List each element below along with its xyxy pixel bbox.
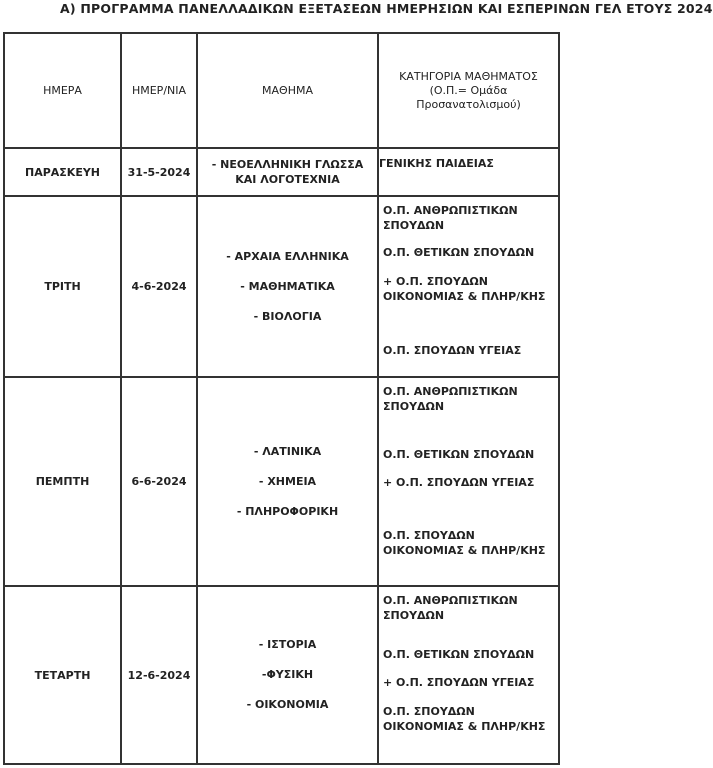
header-category-line3: Προσανατολισμού) bbox=[416, 97, 521, 111]
table-row bbox=[4, 377, 559, 586]
date-cell: 31-5-2024 bbox=[121, 148, 197, 196]
category-item: + Ο.Π. ΣΠΟΥΔΩΝ ΥΓΕΙΑΣ bbox=[383, 676, 535, 689]
subject-item: -ΦΥΣΙΚΗ bbox=[261, 668, 314, 681]
page-title: Α) ΠΡΟΓΡΑΜΜΑ ΠΑΝΕΛΛΑΔΙΚΩΝ ΕΞΕΤΑΣΕΩΝ ΗΜΕΡΗΣΙΩΝ ΚΑΙ ΕΣΠΕΡΙΝΩΝ ΓΕΛ ΕΤΟΥΣ 2024 bbox=[60, 1, 713, 16]
header-subject: ΜΑΘΗΜΑ bbox=[197, 33, 378, 148]
header-category-line1: ΚΑΤΗΓΟΡΙΑ ΜΑΘΗΜΑΤΟΣ bbox=[399, 69, 538, 83]
category-cell bbox=[378, 196, 559, 377]
subject-item: - ΜΑΘΗΜΑΤΙΚΑ bbox=[240, 279, 335, 293]
table-header-row bbox=[4, 33, 559, 148]
subject-item: - ΧΗΜΕΙΑ bbox=[258, 474, 317, 488]
category-item: Ο.Π. ΑΝΘΡΩΠΙΣΤΙΚΩΝ ΣΠΟΥΔΩΝ bbox=[383, 385, 518, 413]
exam-schedule-table bbox=[3, 32, 560, 765]
category-item: Ο.Π. ΘΕΤΙΚΩΝ ΣΠΟΥΔΩΝ bbox=[383, 246, 535, 259]
subject-cell bbox=[197, 586, 378, 764]
subject-cell bbox=[197, 377, 378, 586]
category-item: Ο.Π. ΘΕΤΙΚΩΝ ΣΠΟΥΔΩΝ bbox=[383, 648, 535, 661]
category-item: Ο.Π. ΣΠΟΥΔΩΝ ΟΙΚΟΝΟΜΙΑΣ & ΠΛΗΡ/ΚΗΣ bbox=[383, 529, 546, 557]
category-cell bbox=[378, 148, 559, 196]
subject-item: - ΟΙΚΟΝΟΜΙΑ bbox=[246, 698, 329, 711]
subject-item: - ΝΕΟΕΛΛΗΝΙΚΗ ΓΛΩΣΣΑ bbox=[211, 158, 364, 171]
date-cell: 4-6-2024 bbox=[121, 196, 197, 377]
table-row bbox=[4, 196, 559, 377]
subject-cell bbox=[197, 148, 378, 196]
day-cell: ΠΕΜΠΤΗ bbox=[4, 377, 121, 586]
category-item: + Ο.Π. ΣΠΟΥΔΩΝ ΥΓΕΙΑΣ bbox=[383, 476, 535, 489]
category-item: + Ο.Π. ΣΠΟΥΔΩΝ ΟΙΚΟΝΟΜΙΑΣ & ΠΛΗΡ/ΚΗΣ bbox=[383, 275, 546, 303]
subject-item: - ΑΡΧΑΙΑ ΕΛΛΗΝΙΚΑ bbox=[226, 249, 349, 263]
subject-cell bbox=[197, 196, 378, 377]
category-cell bbox=[378, 586, 559, 764]
header-day: ΗΜΕΡΑ bbox=[4, 33, 121, 148]
header-category-line2: (Ο.Π.= Ομάδα bbox=[429, 83, 508, 97]
date-cell: 12-6-2024 bbox=[121, 586, 197, 764]
day-cell: ΤΕΤΑΡΤΗ bbox=[4, 586, 121, 764]
category-item: ΓΕΝΙΚΗΣ ΠΑΙΔΕΙΑΣ bbox=[379, 157, 494, 170]
subject-item: - ΛΑΤΙΝΙΚΑ bbox=[253, 444, 322, 458]
header-date: ΗΜΕΡ/ΝΙΑ bbox=[121, 33, 197, 148]
subject-item: - ΙΣΤΟΡΙΑ bbox=[258, 638, 317, 651]
day-cell: ΠΑΡΑΣΚΕΥΗ bbox=[4, 148, 121, 196]
date-cell: 6-6-2024 bbox=[121, 377, 197, 586]
category-item: Ο.Π. ΣΠΟΥΔΩΝ ΥΓΕΙΑΣ bbox=[383, 344, 522, 357]
table-row bbox=[4, 586, 559, 764]
subject-item: ΚΑΙ ΛΟΓΟΤΕΧΝΙΑ bbox=[235, 173, 340, 186]
category-cell bbox=[378, 377, 559, 586]
category-item: Ο.Π. ΣΠΟΥΔΩΝ ΟΙΚΟΝΟΜΙΑΣ & ΠΛΗΡ/ΚΗΣ bbox=[383, 705, 546, 733]
category-item: Ο.Π. ΑΝΘΡΩΠΙΣΤΙΚΩΝ ΣΠΟΥΔΩΝ bbox=[383, 204, 518, 232]
category-item: Ο.Π. ΑΝΘΡΩΠΙΣΤΙΚΩΝ ΣΠΟΥΔΩΝ bbox=[383, 594, 518, 622]
subject-item: - ΒΙΟΛΟΓΙΑ bbox=[253, 309, 322, 323]
header-category bbox=[378, 33, 559, 148]
subject-item: - ΠΛΗΡΟΦΟΡΙΚΗ bbox=[236, 504, 339, 518]
day-cell: ΤΡΙΤΗ bbox=[4, 196, 121, 377]
table-row bbox=[4, 148, 559, 196]
category-item: Ο.Π. ΘΕΤΙΚΩΝ ΣΠΟΥΔΩΝ bbox=[383, 448, 535, 461]
